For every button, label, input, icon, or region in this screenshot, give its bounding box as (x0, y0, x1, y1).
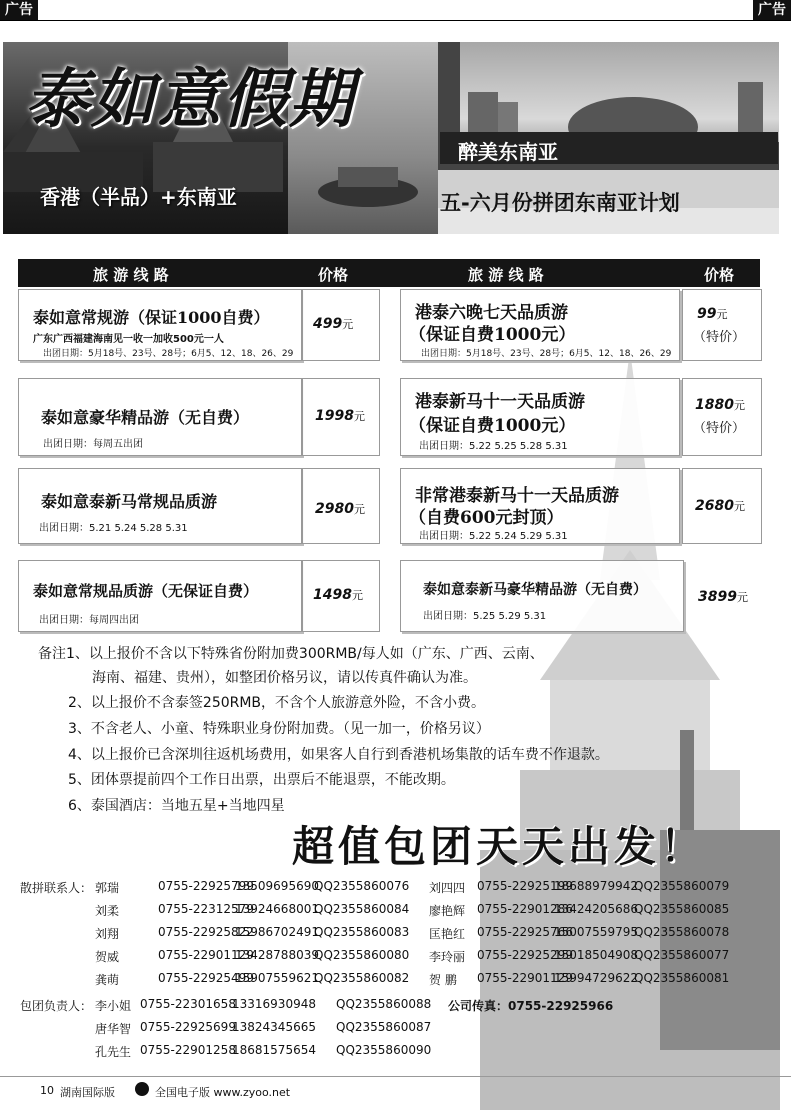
leader-phone: 13824345665 (232, 1020, 316, 1034)
ad-bar (0, 0, 791, 21)
contact-qq: QQ2355860081 (634, 971, 730, 985)
edition-name: 湖南国际版 (60, 1086, 115, 1099)
header-route-right: 旅 游 线 路 (468, 266, 544, 284)
price-box-right-3 (682, 468, 762, 544)
price-box-right-1 (682, 289, 762, 361)
route-name: 港泰新马十一天品质游 (415, 392, 585, 412)
company-fax: 公司传真：0755-22925966 (448, 999, 614, 1013)
contacts-label: 散拼联系人： (20, 881, 93, 895)
route-date: 出团日期：5.25 5.29 5.31 (423, 611, 547, 622)
contact-name: 刘柔 (95, 904, 120, 918)
route-name: 泰如意常规游（保证1000自费） (33, 308, 270, 327)
contact-phone: 0755-22901286 (477, 902, 573, 916)
route-card-right-1 (400, 289, 680, 361)
leader-qq: QQ2355860088 (336, 997, 432, 1011)
contact-name: 龚萌 (95, 973, 120, 987)
contact-qq: QQ2355860078 (634, 925, 730, 939)
leader-name: 唐华智 (95, 1022, 132, 1036)
contact-phone: 15986702491 (235, 925, 319, 939)
leader-name: 孔先生 (95, 1045, 132, 1059)
contact-qq: QQ2355860076 (314, 879, 410, 893)
contact-name: 李玲丽 (429, 950, 466, 964)
header-route-left: 旅 游 线 路 (93, 266, 169, 284)
contact-name: 贺 鹏 (429, 973, 457, 987)
route-name: 泰如意常规品质游（无保证自费） (33, 582, 259, 600)
leader-phone: 18681575654 (232, 1043, 316, 1057)
leader-phone: 13316930948 (232, 997, 316, 1011)
price-box-right-2 (682, 378, 762, 456)
route-date: 出团日期：5.21 5.24 5.28 5.31 (39, 523, 188, 534)
contact-phone: 0755-22925199 (477, 879, 573, 893)
price-box-left-4 (302, 560, 380, 632)
header-price-right: 价格 (704, 266, 735, 284)
contact-qq: QQ2355860082 (314, 971, 410, 985)
ad-tag-right: 广告 (753, 0, 791, 20)
route-name: 泰如意豪华精品游（无自费） (41, 408, 250, 427)
route-name-2: （自费600元封顶） (409, 508, 564, 528)
contact-phone: 15018504908 (554, 948, 638, 962)
contact-phone: 15007559795 (554, 925, 638, 939)
route-price: 2680元 (695, 498, 745, 514)
contact-phone: 0755-22901129 (477, 971, 573, 985)
contact-name: 刘四四 (429, 881, 466, 895)
route-name-2: （保证自费1000元） (409, 416, 576, 436)
contact-phone: 0755-22901129 (158, 948, 254, 962)
leaders-label: 包团负责人： (20, 999, 93, 1013)
banner-subtitle-left: 香港（半品）+东南亚 (40, 185, 237, 209)
route-date: 出团日期：5月18号、23号、28号；6月5、12、18、26、29 (421, 349, 672, 359)
contact-name: 廖艳辉 (429, 904, 466, 918)
contact-phone: 0755-22925799 (158, 879, 254, 893)
route-price: 1998元 (315, 408, 365, 424)
route-name: 非常港泰新马十一天品质游 (415, 486, 619, 506)
route-price: 1498元 (313, 587, 363, 603)
contact-phone: 15994729622 (554, 971, 638, 985)
price-box-left-3 (302, 468, 380, 544)
page-footer (0, 1076, 791, 1101)
note-1: 备注1、以上报价不含以下特殊省份附加费300RMB/每人如（广东、广西、云南、 (38, 646, 544, 662)
price-box-right-4 (698, 586, 748, 605)
route-table-header (18, 259, 760, 287)
route-card-left-1 (18, 289, 302, 361)
contact-qq: QQ2355860084 (314, 902, 410, 916)
route-card-left-4 (18, 560, 302, 632)
edition-badge-icon (135, 1082, 149, 1096)
price-note: （特价） (693, 330, 746, 345)
banner-plan: 五-六月份拼团东南亚计划 (440, 191, 680, 215)
route-name-2: （保证自费1000元） (409, 325, 576, 345)
route-name: 港泰六晚七天品质游 (415, 303, 568, 323)
note-6: 6、泰国酒店：当地五星+当地四星 (68, 798, 285, 814)
contact-phone: 13428788039 (235, 948, 319, 962)
leader-qq: QQ2355860087 (336, 1020, 432, 1034)
contact-qq: QQ2355860083 (314, 925, 410, 939)
contact-qq: QQ2355860080 (314, 948, 410, 962)
route-name: 泰如意泰新马豪华精品游（无自费） (423, 582, 647, 598)
price-box-left-1 (302, 289, 380, 361)
contact-qq: QQ2355860079 (634, 879, 730, 893)
site-info: 全国电子版 www.zyoo.net (155, 1086, 291, 1099)
note-3: 3、不含老人、小童、特殊职业身份附加费。（见一加一，价格另议） (68, 721, 490, 737)
contact-phone: 13509695690 (235, 879, 319, 893)
route-card-left-2 (18, 378, 302, 456)
banner-subtitle-right-text: 醉美东南亚 (458, 140, 558, 164)
note-2: 2、以上报价不含泰签250RMB，不含个人旅游意外险，不含小费。 (68, 695, 486, 711)
contact-phone: 0755-22925822 (158, 925, 254, 939)
route-date: 出团日期：每周四出团 (39, 615, 139, 626)
route-date: 出团日期：5.22 5.25 5.28 5.31 (419, 441, 568, 452)
route-card-right-3 (400, 468, 680, 544)
note-4: 4、以上报价已含深圳往返机场费用，如果客人自行到香港机场集散的话车费不作退款。 (68, 747, 609, 763)
route-card-right-4 (400, 560, 684, 632)
note-5: 5、团体票提前四个工作日出票，出票后不能退票，不能改期。 (68, 772, 455, 788)
contact-phone: 15907559621 (235, 971, 319, 985)
route-price: 99元 (697, 306, 728, 322)
route-date: 出团日期：每周五出团 (43, 439, 143, 450)
contact-phone: 13924668001 (235, 902, 319, 916)
contact-name: 郭瑞 (95, 881, 120, 895)
contact-name: 贺威 (95, 950, 120, 964)
contact-qq: QQ2355860077 (634, 948, 730, 962)
header-price-left: 价格 (318, 266, 349, 284)
contact-phone: 0755-22925499 (158, 971, 254, 985)
price-box-left-2 (302, 378, 380, 456)
contact-phone: 13424205686 (554, 902, 638, 916)
leader-phone: 0755-22925699 (140, 1020, 236, 1034)
route-note: 广东广西福建海南见一收一加收500元一人 (33, 334, 224, 345)
route-price: 1880元 (695, 397, 745, 413)
price-note: （特价） (693, 421, 746, 436)
contact-qq: QQ2355860085 (634, 902, 730, 916)
leader-phone: 0755-22901258 (140, 1043, 236, 1057)
page-number: 10 (40, 1084, 54, 1097)
contact-phone: 0755-22925766 (477, 925, 573, 939)
leader-phone: 0755-22301658 (140, 997, 236, 1011)
contact-phone: 0755-22312579 (158, 902, 254, 916)
route-name: 泰如意泰新马常规品质游 (41, 492, 218, 511)
route-price: 2980元 (315, 501, 365, 517)
contact-name: 匡艳红 (429, 927, 466, 941)
route-date: 出团日期：5.22 5.24 5.29 5.31 (419, 531, 568, 542)
route-price: 3899元 (698, 589, 748, 605)
route-card-right-2 (400, 378, 680, 456)
pagoda-illustration (480, 350, 780, 1110)
route-card-left-3 (18, 468, 302, 544)
route-price: 499元 (313, 316, 354, 332)
contact-name: 刘翔 (95, 927, 120, 941)
banner-subtitle-right (440, 132, 778, 164)
note-1-cont: 海南、福建、贵州），如整团价格另议，请以传真件确认为准。 (92, 670, 477, 686)
slogan: 超值包团天天出发！ (292, 822, 707, 871)
contact-phone: 0755-22925299 (477, 948, 573, 962)
contact-phone: 18688979942 (554, 879, 638, 893)
ad-tag-left: 广告 (0, 0, 38, 20)
route-date: 出团日期：5月18号、23号、28号；6月5、12、18、26、29 (43, 349, 294, 359)
leader-qq: QQ2355860090 (336, 1043, 432, 1057)
banner-title: 泰如意假期 (25, 62, 355, 137)
leader-name: 李小姐 (95, 999, 132, 1013)
